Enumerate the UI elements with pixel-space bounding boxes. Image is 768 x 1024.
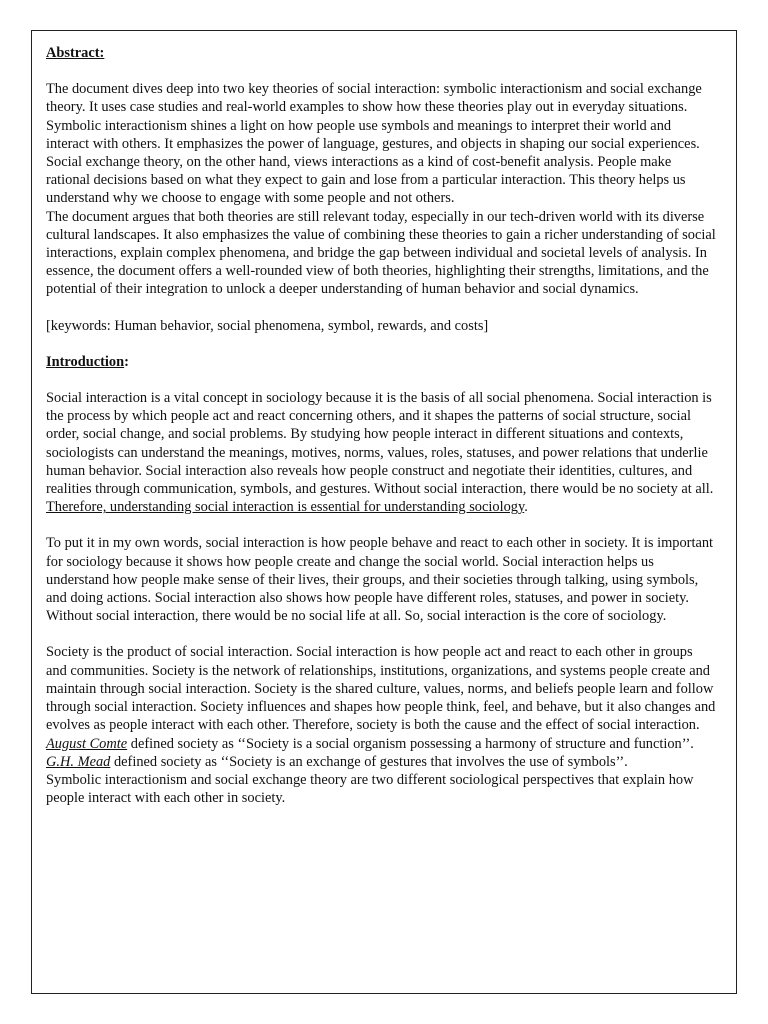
introduction-heading — [46, 353, 716, 371]
abstract-paragraph-2: The document argues that both theories are still relevant today, especially in our tech-driven world with its diverse cultural landscapes. It also emphasizes the value of combining these theories to gain a richer understanding of social interactions, explain complex phenomena, and bridge the gap between individual and societal levels of analysis. In essence, the document offers a well-rounded view of both theories, highlighting their strengths, limitations, and the potential of their integration to unlock a deeper understanding of human behavior and social dynamics. — [46, 208, 716, 298]
introduction-paragraph-3: Society is the product of social interaction. Social interaction is how people act and react to each other in groups and communities. Society is the network of relationships, institutions, organizations, and systems people create and maintain through social interaction. Society is the shared culture, values, norms, and beliefs people learn and follow through social interaction. Society influences and shapes how people think, feel, and behave, but it also changes and evolves as people interact with each other. Therefore, society is both the cause and the effect of social interaction. — [46, 644, 716, 734]
spacer — [46, 371, 716, 389]
comte-quote: defined society as ‘‘Society is a social organism possessing a harmony of structure and function’’. — [127, 735, 694, 752]
intro-p1-period: . — [524, 499, 528, 516]
spacer — [46, 62, 716, 80]
abstract-heading — [46, 44, 716, 62]
closing-sentence: Symbolic interactionism and social exchange theory are two different sociological perspectives that explain how people interact with each other in society. — [46, 771, 694, 807]
abstract-paragraph-1: The document dives deep into two key theories of social interaction: symbolic interactionism and social exchange theory. It uses case studies and real-world examples to show how these theories play out in everyday situations. Symbolic interactionism shines a light on how people use symbols and meanings to interpret their world and interact with others. It emphasizes the power of language, gestures, and objects in shaping our social experiences. Social exchange theory, on the other hand, views interactions as a kind of cost-benefit analysis. People make rational decisions based on what they expect to gain and lose from a particular interaction. This theory helps us understand why we choose to engage with some people and not others. — [46, 81, 702, 207]
spacer — [46, 625, 716, 643]
mead-quote: defined society as ‘‘Society is an exchange of gestures that involves the use of symbols’’. — [110, 753, 628, 770]
intro-p1-text: Social interaction is a vital concept in sociology because it is the basis of all social phenomena. Social interaction is the process by which people act and react concerning others, and it shapes the patterns of social structure, social order, social change, and social problems. By studying how people interact in different situations and contexts, sociologists can understand the meanings, motives, norms, values, roles, statuses, and power relations that underlie human behavior. Social interaction also reveals how people construct and negotiate their identities, cultures, and realities through communication, symbols, and gestures. Without social interaction, there would be no society at all. — [46, 390, 714, 498]
mead-name: G.H. Mead — [46, 753, 111, 770]
spacer — [46, 299, 716, 317]
introduction-heading-text: Introduction — [46, 353, 125, 370]
document-body — [46, 44, 716, 807]
comte-definition — [46, 735, 716, 753]
introduction-paragraph-1 — [46, 389, 716, 516]
spacer — [46, 516, 716, 534]
keywords-line: [keywords: Human behavior, social phenomena, symbol, rewards, and costs] — [46, 317, 489, 334]
introduction-paragraph-2: To put it in my own words, social interaction is how people behave and react to each other in society. It is important for sociology because it shows how people create and change the social world. Social interaction helps us understand how people make sense of their lives, their groups, and their societies through talking, using symbols, and doing actions. Social interaction also shows how people have different roles, statuses, and power in society. Without social interaction, there would be no social life at all. So, social interaction is the core of sociology. — [46, 535, 714, 625]
comte-name: August Comte — [46, 735, 128, 752]
mead-definition — [46, 753, 716, 771]
spacer — [46, 335, 716, 353]
abstract-heading-text: Abstract: — [46, 45, 105, 61]
introduction-heading-colon: : — [124, 353, 129, 370]
intro-p1-underlined-sentence: Therefore, understanding social interaction is essential for understanding sociology — [46, 499, 525, 516]
